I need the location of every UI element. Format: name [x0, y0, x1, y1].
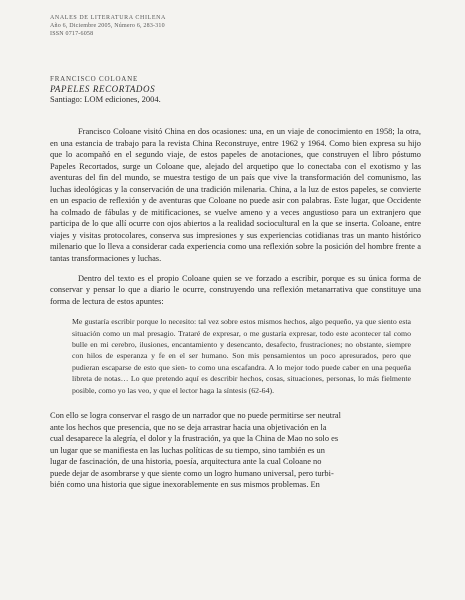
book-title: PAPELES RECORTADOS: [50, 84, 156, 94]
closing-paragraph: [50, 410, 421, 491]
body-paragraph: Francisco Coloane visitó China en dos ocasiones: una, en un viaje de conocimiento en 1958; la otra, en una estancia de trabajo para la revista China Reconstruye, entre 1962 y 1964. Como bien expresa su hijo que lo acompañó en el segundo viaje, de estos papeles de anotaciones, que construyen el libro póstumo Papeles Recortados, surge un Coloane que, alejado del arquetipo que lo conectaba con el exotismo y las aventuras del fin del mundo, se muestra testigo de un país que vive la transformación del comunismo, las luchas ideológicas y la conservación de una tradición milenaria. China, a la luz de estos papeles, se convierte en un espacio de reflexión y de aventuras que Coloane no puede asir con palabras. Este lugar, que Occidente ha colmado de fábulas y de mitificaciones, se vuelve ameno y a veces angustioso para un extranjero que participa de lo que allí ocurre con ojos abiertos a la realidad sociocultural en la que se inserta. Coloane, entre viajes y visitas protocolares, conserva sus impresiones y sus experiencias cotidianas tras un manto histórico milenario que lo lleva a considerar cada experiencia como una reflexión sobre la posición del hombre frente a tantas transformaciones y luchas.: [50, 127, 421, 264]
text-line: bién como una historia que sigue inexorablemente en sus mismos problemas. En: [50, 480, 320, 490]
text-line: cual desaparece la alegría, el dolor y la frustración, ya que la China de Mao no solo es: [50, 434, 339, 444]
journal-header: [50, 14, 421, 38]
text-line: puede dejar de asombrarse y que siente como un logro humano universal, pero turbi-: [50, 468, 334, 478]
journal-name: ANALES DE LITERATURA CHILENA: [50, 15, 166, 21]
body-paragraph: Dentro del texto es el propio Coloane quien se ve forzado a escribir, porque es su única forma de conservar y pensar lo que a diario le ocurre, construyendo una reflexión metanarrativa que constituye una forma de lectura de estos apuntes:: [50, 273, 421, 306]
journal-issn: ISSN 0717-6058: [50, 31, 94, 37]
book-author: FRANCISCO COLOANE: [50, 75, 139, 83]
text-line: un lugar que se manifiesta en las luchas políticas de su tiempo, sino también es un: [50, 445, 325, 455]
review-heading: [50, 74, 421, 104]
text-line: ante los hechos que presencia, que no se deja arrastrar hacia una objetivación en la: [50, 422, 327, 432]
journal-issue: Año 6, Diciembre 2005, Número 6, 283-310: [50, 23, 165, 29]
review-body: [50, 126, 421, 307]
block-quote: Me gustaría escribir porque lo necesito: tal vez sobre estos mismos hechos, algo pequeño, ya que siento esta situación como un mal presagio. Trataré de expresar, o me gustaría expresar, todo este acontecer tal como bulle en mi cerebro, ilusiones, encantamiento y desencanto, desafecto, frustraciones; no obstante, siempre con hilos de esperanza y fe en el ser humano. Son mis pensamientos un poco apresurados, pero que pudieran escaparse de esto que sien- to como una escafandra. A lo mejor todo puede caber en una pequeña libreta de notas… Lo que pretendo aquí es describir hechos, cosas, situaciones, personas, lo más fielmente posible, como yo las veo, y que el lector haga la síntesis (62-64).: [72, 317, 411, 395]
text-line: Con ello se logra conservar el rasgo de un narrador que no puede permitirse ser neutral: [50, 411, 341, 421]
text-line: lugar de fascinación, de una historia, poesía, arquitectura ante la cual Coloane no: [50, 457, 322, 467]
book-publication: Santiago: LOM ediciones, 2004.: [50, 94, 161, 104]
